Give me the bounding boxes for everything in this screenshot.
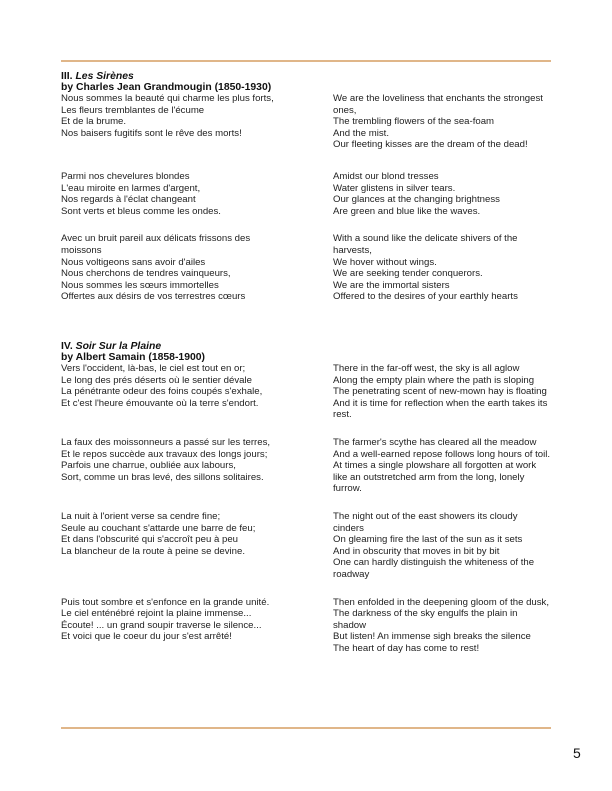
verse-line: At times a single plowshare all forgotten at work [333,460,537,472]
verse-line: Parfois une charrue, oubliée aux labours, [61,460,236,472]
bottom-divider [61,727,551,729]
verse-line: Et voici que le coeur du jour s'est arrêté! [61,631,232,643]
stanza [61,437,551,495]
verse-line: Vers l'occident, là-bas, le ciel est tout en or; [61,363,246,374]
stanza [61,233,551,303]
verse-line: The farmer's scythe has cleared all the meadow [333,436,537,448]
page-number: 5 [573,745,581,761]
verse-line: L'eau miroite en larmes d'argent, [61,182,201,194]
verse-line: La nuit à l'orient verse sa cendre fine; [61,510,221,522]
verse-line: Our glances at the changing brightness [333,194,500,206]
stanza-french [61,93,291,151]
stanza-french [61,597,291,655]
stanza-english [333,437,551,495]
verse-line: like an outstretched arm from the long, lonely furrow. [333,471,525,495]
stanza-english [333,171,551,217]
section-soir-sur-la-plaine [61,341,551,654]
poem-author: by Charles Jean Grandmougin (1850-1930) [61,82,272,93]
stanza-french [61,363,291,421]
verse-line: Nous cherchons de tendres vainqueurs, [61,268,231,280]
stanza [61,93,551,151]
verse-line: Nos regards à l'éclat changeant [61,194,196,206]
verse-line: But listen! An immense sigh breaks the silence [333,631,531,643]
section-number: IV. [61,341,73,352]
verse-line: Les fleurs tremblantes de l'écume [61,104,205,116]
verse-line: Écoute! ... un grand soupir traverse le silence... [61,619,262,631]
poem-title: Les Sirènes [75,71,134,82]
verse-line: We are the loveliness that enchants the strongest ones, [333,93,543,116]
verse-line: We hover without wings. [333,256,437,268]
verse-line: Puis tout sombre et s'enfonce en la grande unité. [61,596,270,608]
verse-line: Seule au couchant s'attarde une barre de feu; [61,522,256,534]
verse-line: Water glistens in silver tears. [333,182,456,194]
stanza [61,597,551,655]
top-divider [61,60,551,62]
verse-line: Sont verts et bleus comme les ondes. [61,205,221,217]
verse-line: The darkness of the sky engulfs the plain in shadow [333,608,518,631]
stanza-french [61,437,291,495]
verse-line: Nous sommes les sœurs immortelles [61,279,219,291]
section-number: III. [61,71,73,82]
verse-line: And a well-earned repose follows long hours of toil. [333,448,551,460]
verse-line: Et le repos succède aux travaux des longs jours; [61,448,268,460]
verse-line: One can hardly distinguish the whiteness of the roadway [333,557,535,580]
verse-line: With a sound like the delicate shivers of the harvests, [333,233,518,256]
verse-line: Offered to the desires of your earthly hearts [333,291,518,303]
verse-line: We are the immortal sisters [333,279,450,291]
poem-title: Soir Sur la Plaine [75,341,162,352]
stanza-french [61,233,291,303]
section-les-sirenes [61,71,551,303]
poem-author: by Albert Samain (1858-1900) [61,352,205,363]
verse-line: Offertes aux désirs de vos terrestres cœurs [61,291,246,303]
verse-line: On gleaming fire the last of the sun as it sets [333,534,523,546]
verse-line: Are green and blue like the waves. [333,205,481,217]
verse-line: Et dans l'obscurité qui s'accroît peu à peu [61,534,238,546]
verse-line: Sort, comme un bras levé, des sillons solitaires. [61,471,264,483]
verse-line: And in obscurity that moves in bit by bit [333,545,500,557]
stanza-english [333,511,551,581]
verse-line: Le long des prés déserts où le sentier dévale [61,374,252,386]
verse-line: We are seeking tender conquerors. [333,268,483,280]
verse-line: Avec un bruit pareil aux délicats frissons des moissons [61,233,251,256]
verse-line: The night out of the east showers its cloudy cinders [333,510,518,534]
stanza-english [333,597,551,655]
stanza [61,511,551,581]
verse-line: La faux des moissonneurs a passé sur les terres, [61,436,271,448]
verse-line: There in the far-off west, the sky is all aglow [333,363,520,374]
section-title [61,71,551,82]
verse-line: The trembling flowers of the sea-foam [333,116,495,128]
verse-line: Et de la brume. [61,116,127,128]
verse-line: Nos baisers fugitifs sont le rêve des morts! [61,127,242,139]
stanza [61,171,551,217]
verse-line: La blancheur de la route à peine se devine. [61,545,246,557]
stanza-french [61,171,291,217]
verse-line: Le ciel enténébré rejoint la plaine immense... [61,608,252,620]
stanza-french [61,511,291,581]
verse-line: Parmi nos chevelures blondes [61,170,190,182]
verse-line: Our fleeting kisses are the dream of the dead! [333,139,528,151]
verse-line: Nous sommes la beauté qui charme les plus forts, [61,93,274,104]
stanza-english [333,363,551,421]
verse-line: The penetrating scent of new-mown hay is floating [333,386,547,398]
stanza-english [333,93,551,151]
verse-line: Et c'est l'heure émouvante où la terre s'endort. [61,397,259,409]
verse-line: The heart of day has come to rest! [333,642,480,654]
verse-line: Nous voltigeons sans avoir d'ailes [61,256,206,268]
stanza-english [333,233,551,303]
verse-line: La pénétrante odeur des foins coupés s'exhale, [61,386,263,398]
verse-line: And it is time for reflection when the earth takes its rest. [333,397,548,421]
stanza [61,363,551,421]
verse-line: Along the empty plain where the path is sloping [333,374,535,386]
verse-line: And the mist. [333,127,389,139]
verse-line: Amidst our blond tresses [333,170,439,182]
section-title [61,341,551,352]
verse-line: Then enfolded in the deepening gloom of the dusk, [333,596,550,608]
